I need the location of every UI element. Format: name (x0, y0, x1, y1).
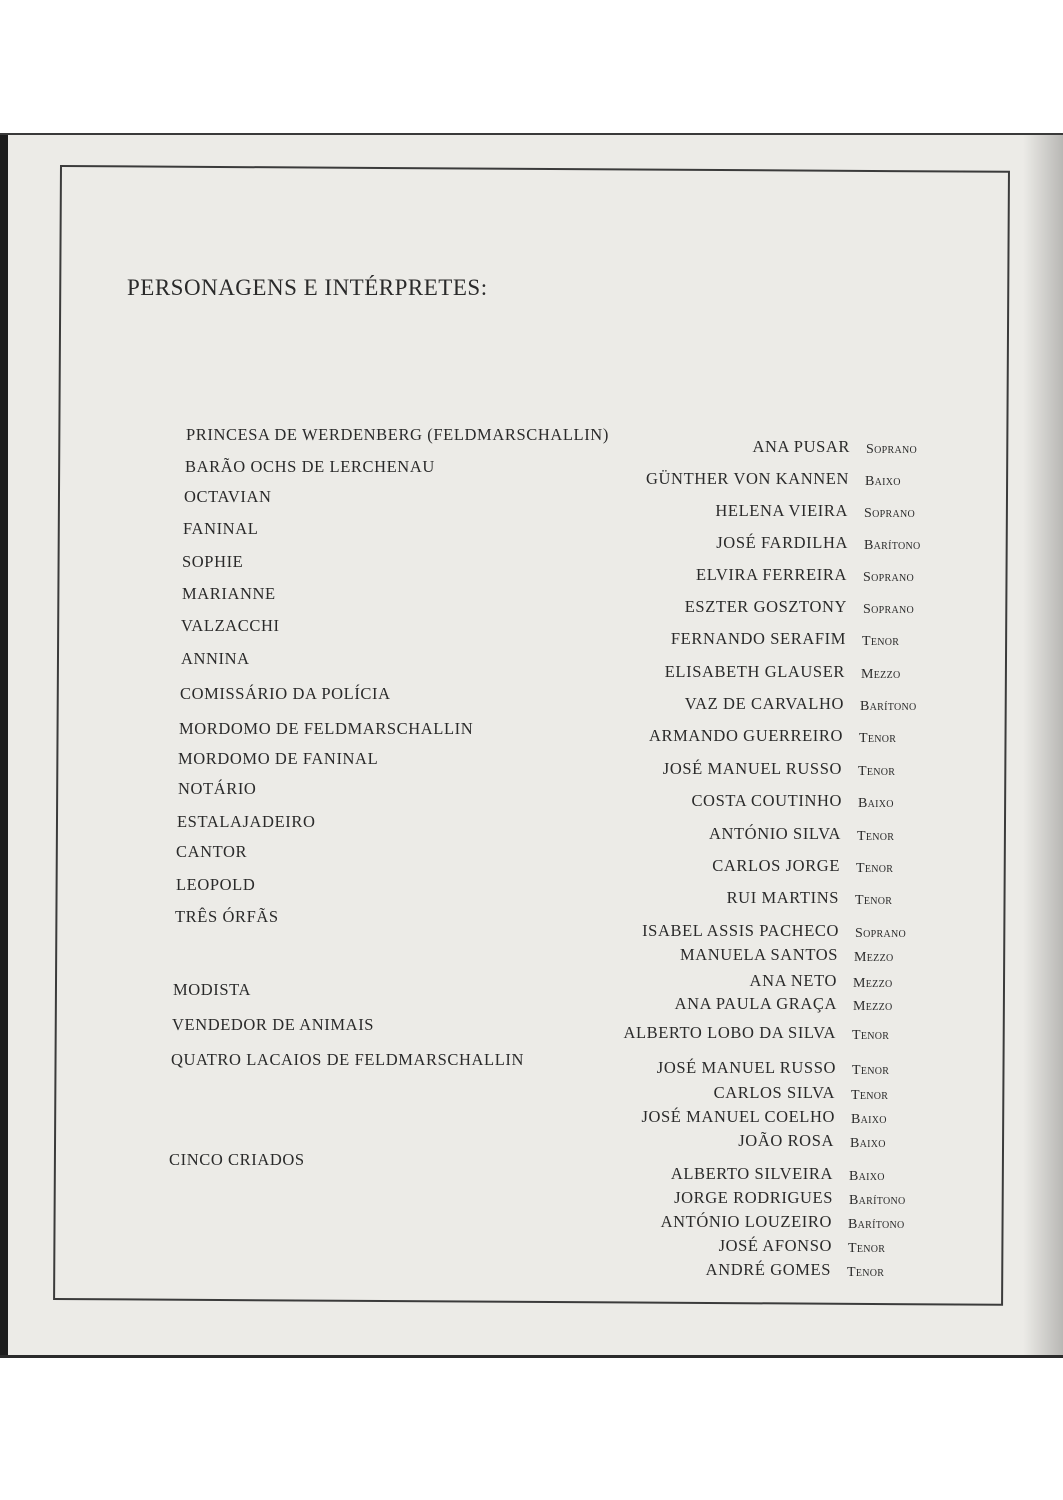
page-title: PERSONAGENS E INTÉRPRETES: (127, 275, 488, 300)
voice-type: Baixo (858, 796, 894, 811)
voice-type: Mezzo (853, 976, 893, 991)
voice-type: Tenor (852, 1028, 890, 1043)
voice-type: Soprano (863, 602, 915, 617)
performer-name: ELVIRA FERREIRA (696, 565, 847, 584)
performer-name: ALBERTO SILVEIRA (670, 1164, 833, 1183)
page-gutter-shadow (1023, 135, 1063, 1355)
performer-name: ANA PAULA GRAÇA (674, 994, 837, 1013)
voice-type: Soprano (863, 570, 915, 585)
role-name: CINCO CRIADOS (169, 1150, 305, 1169)
role-name: QUATRO LACAIOS DE FELDMARSCHALLIN (171, 1050, 525, 1069)
role-name: SOPHIE (182, 552, 244, 571)
voice-type: Baixo (851, 1112, 887, 1127)
role-name: COMISSÁRIO DA POLÍCIA (180, 684, 391, 703)
performer-name: ISABEL ASSIS PACHECO (642, 921, 839, 940)
voice-type: Tenor (856, 861, 894, 876)
role-name: FANINAL (183, 519, 259, 538)
performer-name: ELISABETH GLAUSER (664, 662, 845, 681)
performer-name: ANA NETO (749, 971, 837, 990)
voice-type: Tenor (858, 764, 896, 779)
voice-type: Tenor (857, 829, 895, 844)
book-spine (0, 135, 8, 1355)
role-name: ESTALAJADEIRO (177, 812, 316, 831)
performer-name: ALBERTO LOBO DA SILVA (623, 1023, 836, 1042)
voice-type: Tenor (851, 1088, 889, 1103)
voice-type: Mezzo (853, 999, 893, 1014)
performer-name: JOSÉ AFONSO (718, 1236, 832, 1255)
role-name: MORDOMO DE FANINAL (178, 749, 379, 768)
role-name: NOTÁRIO (178, 779, 257, 798)
voice-type: Tenor (855, 893, 893, 908)
role-name: BARÃO OCHS DE LERCHENAU (185, 457, 435, 476)
performer-name: JORGE RODRIGUES (674, 1188, 833, 1207)
voice-type: Soprano (864, 506, 916, 521)
performer-name: ANA PUSAR (752, 437, 850, 456)
voice-type: Baixo (865, 474, 901, 489)
role-name: ANNINA (181, 649, 250, 668)
performer-name: VAZ DE CARVALHO (684, 694, 844, 713)
performer-name: JOSÉ FARDILHA (716, 533, 848, 552)
performer-name: JOSÉ MANUEL RUSSO (662, 759, 842, 778)
role-name: MARIANNE (182, 584, 276, 603)
role-name: MODISTA (173, 980, 252, 999)
performer-name: ESZTER GOSZTONY (684, 597, 847, 616)
performer-name: ANTÓNIO SILVA (708, 824, 841, 843)
role-name: TRÊS ÓRFÃS (175, 907, 279, 926)
voice-type: Tenor (859, 731, 897, 746)
performer-name: CARLOS SILVA (713, 1083, 835, 1102)
voice-type: Tenor (852, 1063, 890, 1078)
voice-type: Tenor (862, 634, 900, 649)
voice-type: Barítono (848, 1217, 905, 1232)
performer-name: JOÃO ROSA (738, 1131, 834, 1150)
voice-type: Mezzo (854, 950, 894, 965)
voice-type: Mezzo (861, 667, 901, 682)
role-name: CANTOR (176, 842, 248, 861)
role-name: OCTAVIAN (184, 487, 272, 506)
voice-type: Barítono (864, 538, 921, 553)
performer-name: COSTA COUTINHO (691, 791, 842, 810)
role-name: VALZACCHI (181, 616, 280, 635)
performer-name: JOSÉ MANUEL RUSSO (656, 1058, 836, 1077)
voice-type: Soprano (855, 926, 907, 941)
voice-type: Baixo (850, 1136, 886, 1151)
voice-type: Tenor (848, 1241, 886, 1256)
voice-type: Baixo (849, 1169, 885, 1184)
role-name: PRINCESA DE WERDENBERG (FELDMARSCHALLIN) (186, 425, 609, 444)
voice-type: Barítono (860, 699, 917, 714)
performer-name: ARMANDO GUERREIRO (649, 726, 843, 745)
page-sheet (0, 133, 1063, 1358)
role-name: VENDEDOR DE ANIMAIS (172, 1015, 375, 1034)
performer-name: GÜNTHER VON KANNEN (646, 469, 849, 488)
role-name: MORDOMO DE FELDMARSCHALLIN (179, 719, 474, 738)
performer-name: ANTÓNIO LOUZEIRO (660, 1212, 832, 1231)
performer-name: FERNANDO SERAFIM (670, 629, 846, 648)
voice-type: Barítono (849, 1193, 906, 1208)
performer-name: JOSÉ MANUEL COELHO (641, 1107, 835, 1126)
performer-name: CARLOS JORGE (712, 856, 840, 875)
performer-name: RUI MARTINS (726, 888, 839, 907)
voice-type: Soprano (866, 442, 918, 457)
performer-name: ANDRÉ GOMES (705, 1260, 831, 1279)
voice-type: Tenor (847, 1265, 885, 1280)
role-name: LEOPOLD (176, 875, 256, 894)
performer-name: HELENA VIEIRA (715, 501, 848, 520)
performer-name: MANUELA SANTOS (680, 945, 838, 964)
